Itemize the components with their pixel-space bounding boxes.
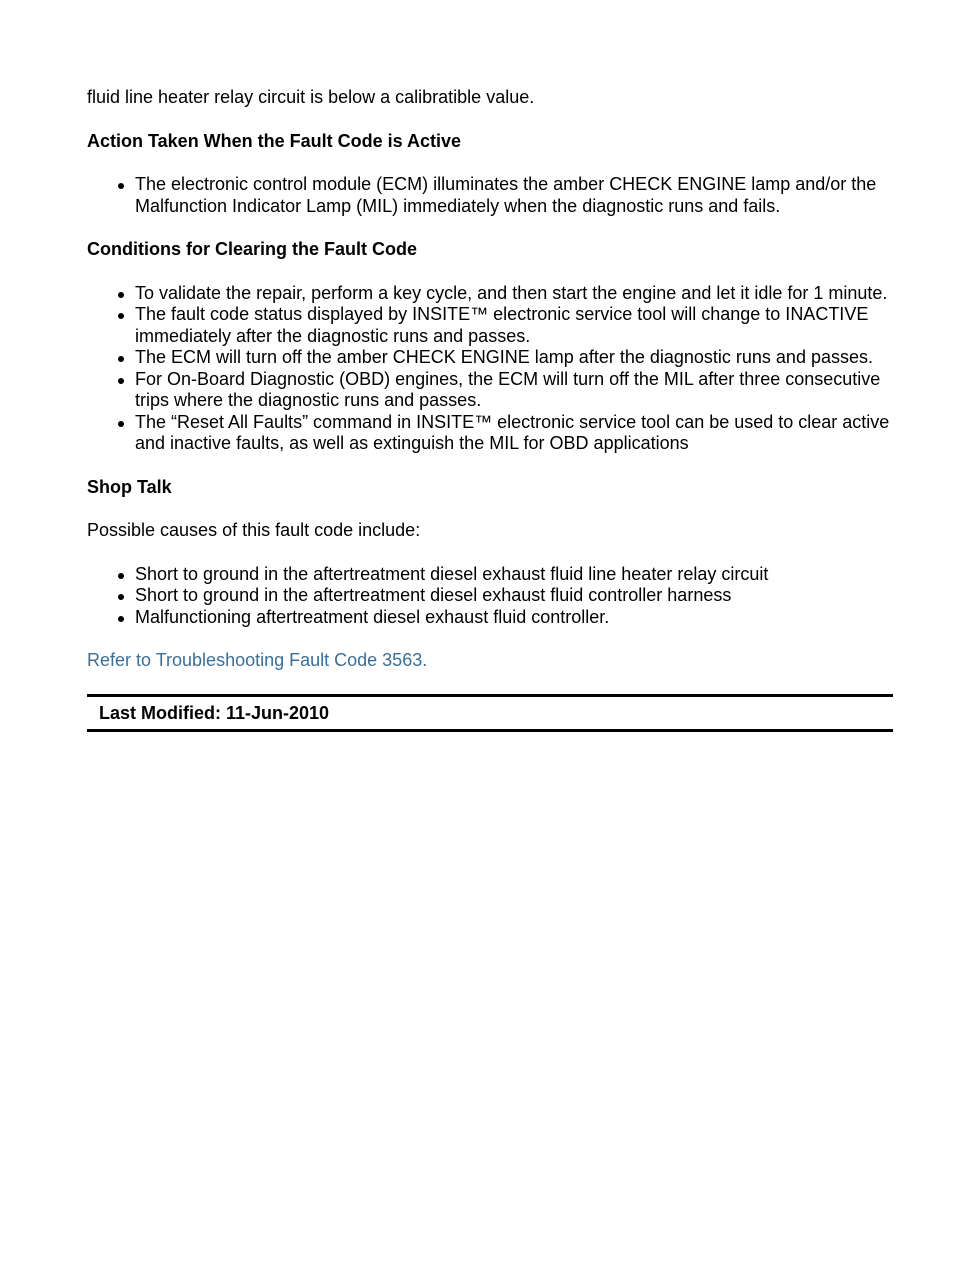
clearing-item: The “Reset All Faults” command in INSITE™ electronic service tool can be used to clear active and inactive faults, as well as extinguish the MIL for OBD applications — [135, 412, 893, 455]
reference-block — [87, 650, 893, 672]
cause-item: Malfunctioning aftertreatment diesel exhaust fluid controller. — [135, 607, 893, 629]
action-heading: Action Taken When the Fault Code is Active — [87, 130, 462, 151]
shop-talk-heading: Shop Talk — [87, 476, 172, 497]
action-item: The electronic control module (ECM) illuminates the amber CHECK ENGINE lamp and/or the Malfunction Indicator Lamp (MIL) immediately when the diagnostic runs and fails. — [135, 174, 893, 217]
action-list — [87, 174, 893, 217]
troubleshooting-link[interactable]: Refer to Troubleshooting Fault Code 3563. — [87, 650, 428, 670]
clearing-item: The ECM will turn off the amber CHECK ENGINE lamp after the diagnostic runs and passes. — [135, 347, 893, 369]
cause-item: Short to ground in the aftertreatment diesel exhaust fluid line heater relay circuit — [135, 564, 893, 586]
clearing-heading: Conditions for Clearing the Fault Code — [87, 239, 417, 259]
shop-talk-paragraph: Possible causes of this fault code include: — [87, 520, 421, 540]
last-modified-bar: Last Modified: 11-Jun-2010 — [87, 694, 893, 733]
causes-list — [87, 564, 893, 629]
intro-text: fluid line heater relay circuit is below a calibratible value. — [87, 87, 535, 107]
clearing-item: The fault code status displayed by INSITE™ electronic service tool will change to INACTIVE immediately after the diagnostic runs and passes. — [135, 304, 893, 347]
clearing-item: To validate the repair, perform a key cycle, and then start the engine and let it idle for 1 minute. — [135, 283, 893, 305]
clearing-list — [87, 283, 893, 455]
document-page — [87, 87, 893, 732]
clearing-item: For On-Board Diagnostic (OBD) engines, the ECM will turn off the MIL after three consecutive trips where the diagnostic runs and passes. — [135, 369, 893, 412]
cause-item: Short to ground in the aftertreatment diesel exhaust fluid controller harness — [135, 585, 893, 607]
